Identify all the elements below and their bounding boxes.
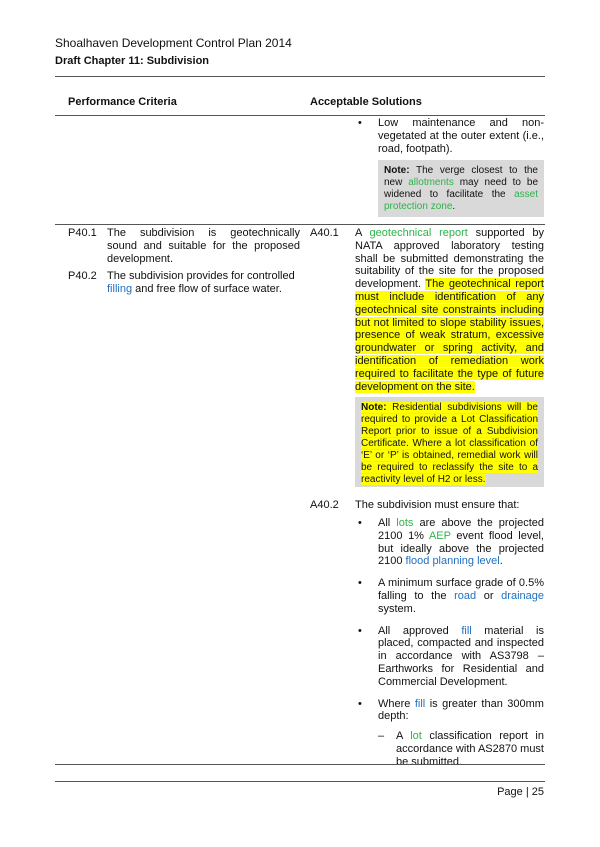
flood-planning-level-link[interactable]: flood planning level [405,555,500,568]
chapter-title: Draft Chapter 11: Subdivision [55,55,210,67]
criteria-code-p401: P40.1 [68,227,97,239]
footer-rule [55,781,545,782]
performance-criteria-heading: Performance Criteria [68,96,177,108]
row-divider [55,224,545,225]
sub-list [354,730,544,768]
criteria-text-p402: The subdivision provides for controlled filling and free flow of surface water. [107,270,295,295]
page-number: Page | 25 [497,786,544,798]
acceptable-solutions-heading: Acceptable Solutions [310,96,422,108]
aep-link[interactable]: AEP [428,529,451,542]
header-rule [55,76,545,77]
lots-link[interactable]: lots [396,517,414,529]
geotechnical-report-link[interactable]: geotechnical report [369,227,468,239]
solution-intro-a402: The subdivision must ensure that: [355,499,520,511]
table-bottom-rule [55,764,545,765]
table-head-rule [55,115,545,116]
list-item: – A lot classification report in accordance with AS2870 must be submitted. [378,730,544,768]
list-item: • Low maintenance and non-vegetated at the outer extent (i.e., road, footpath). [354,117,544,155]
list-item: • All approved fill material is placed, compacted and inspected in accordance with AS3798 – Earthworks for Residential and Commercial Development. [354,625,544,689]
asset-protection-zone-link[interactable]: asset protection zone [384,189,538,212]
lot-link[interactable]: lot [410,730,422,743]
solution-text-a401: A geotechnical report supported by NATA approved laboratory testing shall be submitted demonstrating the suitability of the site for the proposed development. The geotechnical report must include identification of any geotechnical site constraints including but not limited to slope stability issues, presence of weak stratum, excessive groundwater or spring activity, and identification of remediation work required to facilitate the type of future development on the site. [355,227,545,393]
document-title: Shoalhaven Development Control Plan 2014 [55,36,292,50]
a402-bullet-list [354,517,544,769]
note-label: Note: [384,165,410,176]
criteria-code-p402: P40.2 [68,270,97,282]
highlighted-requirement: The geotechnical report must include identification of any geotechnical site constraints including but not limited to slope stability issues, presence of weak stratum, excessive groundwater or spring activity, and identification of remediation work required to facilitate the type of future development on the site. [355,278,544,393]
verge-note: Note: The verge closest to the new allotments may need to be widened to facilitate the asset protection zone. [378,160,544,217]
list-item: • Where fill is greater than 300mm depth: [354,698,544,724]
lot-classification-note: Note: Residential subdivisions will be required to provide a Lot Classification Report prior to issue of a Subdivision Certificate. Where a lot classification of ‘E’ or ‘P’ is obtained, remedial work will be required to reclassify the site to a reactivity level of H2 or less. [355,397,544,487]
fill-link[interactable]: fill [414,697,426,710]
continuation-bullet [354,117,544,155]
drainage-link[interactable]: drainage [501,589,544,602]
note-label: Note: [361,402,387,413]
list-item: • A minimum surface grade of 0.5% falling to the road or drainage system. [354,577,544,615]
allotments-link[interactable]: allotments [408,177,454,188]
road-link[interactable]: road [454,589,477,602]
fill-link[interactable]: fill [461,624,472,637]
solution-code-a402: A40.2 [310,499,339,511]
solution-code-a401: A40.1 [310,227,339,239]
list-item: • All lots are above the projected 2100 1% AEP event flood level, but ideally above the projected 2100 flood planning level. [354,517,544,568]
filling-link[interactable]: filling [107,282,133,295]
criteria-text-p401: The subdivision is geotechnically sound and suitable for the proposed development. [107,227,300,265]
